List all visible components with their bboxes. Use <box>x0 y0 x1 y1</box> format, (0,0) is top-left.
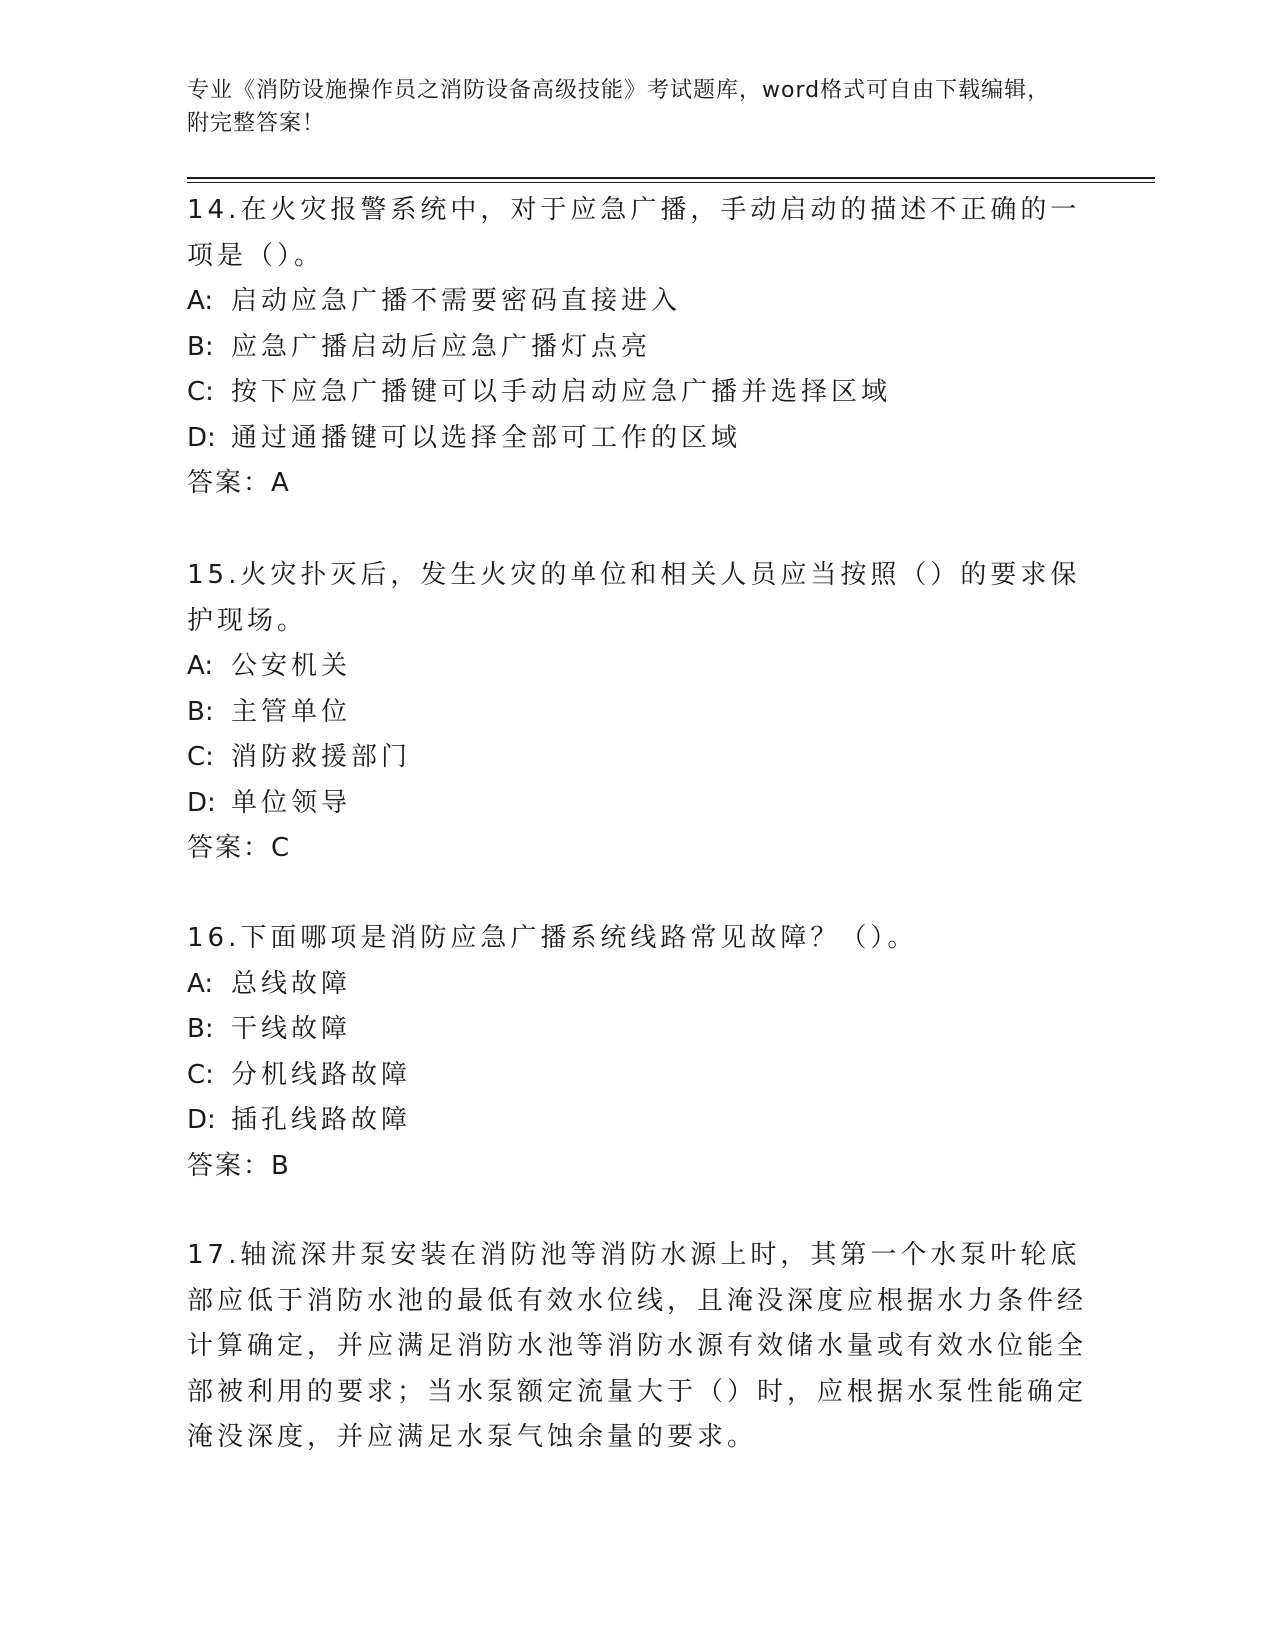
option-text: 干线故障 <box>231 1014 352 1044</box>
option-text: 按下应急广播键可以手动启动应急广播并选择区域 <box>231 377 892 407</box>
document-header <box>187 74 1067 140</box>
answer: 答案：B <box>187 1150 291 1181</box>
option-key: A: <box>187 968 214 999</box>
answer: 答案：C <box>187 833 292 863</box>
option-text: 应急广播启动后应急广播灯点亮 <box>231 331 652 362</box>
option-key: A: <box>187 651 214 681</box>
option-b <box>187 1007 1087 1053</box>
option-b <box>187 325 1087 371</box>
question-stem: 16.下面哪项是消防应急广播系统线路常见故障？（）。 <box>187 923 918 953</box>
option-text: 单位领导 <box>231 787 352 818</box>
option-text: 通过通播键可以选择全部可工作的区域 <box>231 422 742 453</box>
header-divider-thick <box>187 177 1155 179</box>
option-d <box>187 781 1087 827</box>
option-key: D: <box>187 1105 216 1135</box>
option-text: 插孔线路故障 <box>231 1105 412 1135</box>
option-key: D: <box>187 422 216 453</box>
header-text: 专业《消防设施操作员之消防设备高级技能》考试题库，word格式可自由下载编辑，附完整答案！ <box>187 78 1051 136</box>
option-key: C: <box>187 377 214 407</box>
option-d <box>187 416 1087 462</box>
header-divider-thin <box>187 182 1155 183</box>
option-key: B: <box>187 331 214 362</box>
option-d <box>187 1098 1087 1144</box>
question-14 <box>187 188 1087 507</box>
option-text: 总线故障 <box>231 968 352 999</box>
option-key: C: <box>187 742 214 772</box>
option-text: 公安机关 <box>231 651 352 681</box>
question-stem: 15.火灾扑灭后，发生火灾的单位和相关人员应当按照（）的要求保护现场。 <box>187 560 1081 636</box>
option-key: C: <box>187 1059 214 1090</box>
option-key: A: <box>187 286 214 316</box>
option-key: B: <box>187 696 214 727</box>
answer: 答案：A <box>187 468 291 498</box>
question-15 <box>187 553 1087 872</box>
option-a <box>187 962 1087 1008</box>
option-a <box>187 644 1087 690</box>
question-stem: 17.轴流深井泵安装在消防池等消防水源上时，其第一个水泵叶轮底部应低于消防水池的最低有效水位线，且淹没深度应根据水力条件经计算确定，并应满足消防水池等消防水源有效储水量或有效水位能全部被利用的要求；当水泵额定流量大于（）时，应根据水泵性能确定淹没深度，并应满足水泵气蚀余量的要求。 <box>187 1240 1088 1452</box>
question-17 <box>187 1233 1087 1461</box>
option-key: D: <box>187 787 216 818</box>
option-text: 分机线路故障 <box>231 1059 412 1090</box>
option-key: B: <box>187 1014 214 1044</box>
question-16 <box>187 916 1087 1189</box>
option-c <box>187 735 1087 781</box>
option-text: 主管单位 <box>231 696 352 727</box>
option-b <box>187 690 1087 736</box>
question-stem: 14.在火灾报警系统中，对于应急广播，手动启动的描述不正确的一项是（）。 <box>187 195 1081 271</box>
option-a <box>187 279 1087 325</box>
option-text: 启动应急广播不需要密码直接进入 <box>231 286 682 316</box>
option-c <box>187 1053 1087 1099</box>
option-text: 消防救援部门 <box>231 742 412 772</box>
option-c <box>187 370 1087 416</box>
